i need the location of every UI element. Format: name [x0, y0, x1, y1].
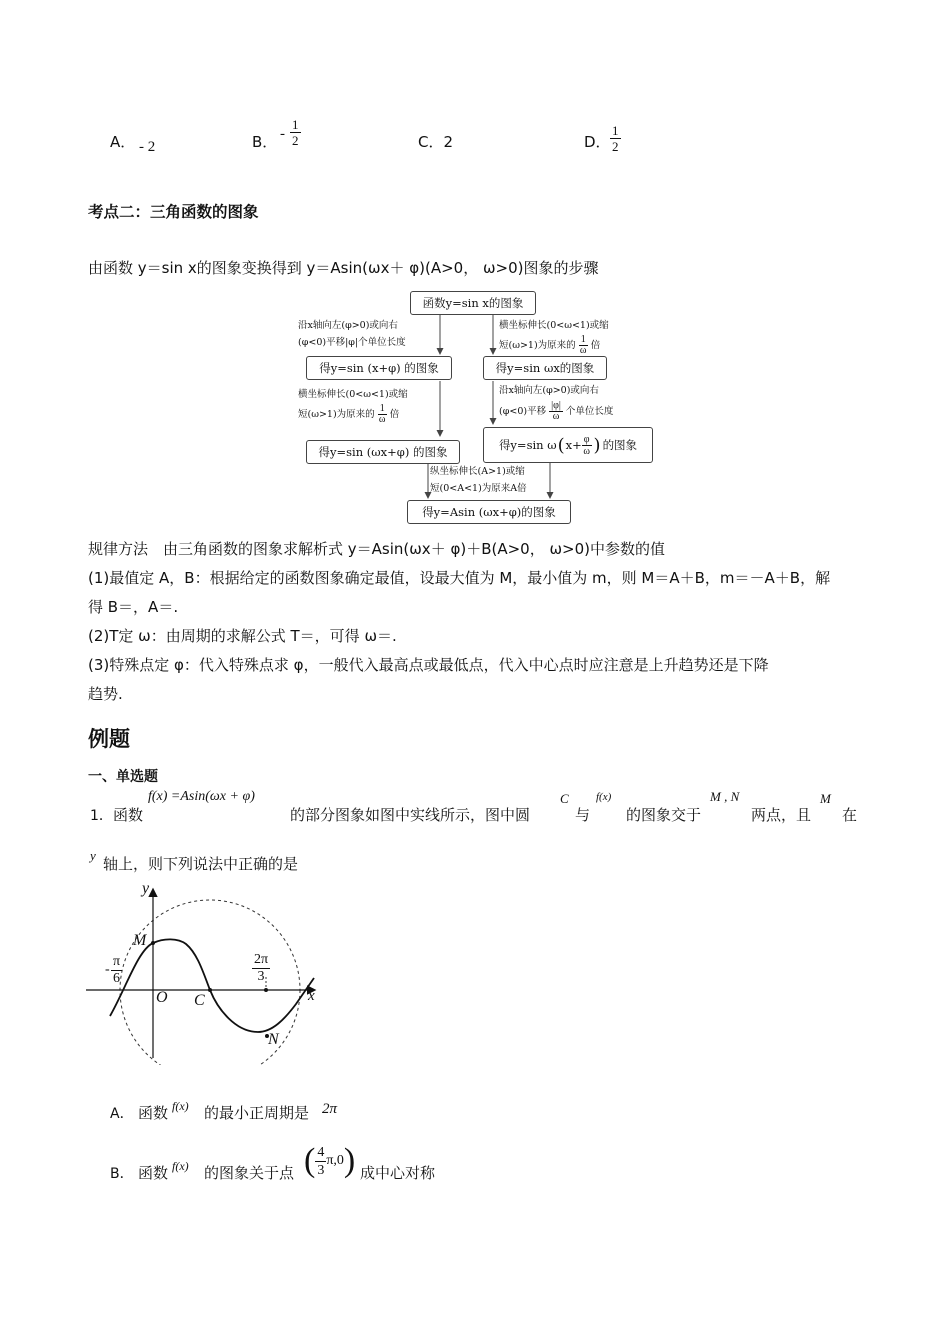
method-line1: 规律方法 由三角函数的图象求解析式 y＝Asin(ωx＋ φ)＋B(A>0， ω>0)中参数的值	[88, 540, 666, 558]
flow-left-note1: 沿x轴向左(φ>0)或向右	[298, 320, 398, 331]
option-b-num: 1	[292, 117, 299, 132]
flow-right-note1: 横坐标伸长(0<ω<1)或缩	[499, 320, 609, 331]
flow-right-note4-den: ω	[552, 411, 560, 422]
method-line2: (1)最值定 A，B：根据给定的函数图象确定最值，设最大值为 M，最小值为 m，则 M＝A＋B，m＝－A＋B，解	[88, 569, 831, 587]
flow-left-note4-end: 倍	[389, 409, 400, 420]
flow-left-box2: 得y=sin (ωx+φ) 的图象	[306, 440, 460, 464]
choice-b-post: 成中心对称	[360, 1164, 436, 1182]
flow-right-box1: 得y=sin ωx的图象	[483, 356, 607, 380]
point-2pi3	[264, 988, 268, 992]
graph-two-pi-num: 2π	[254, 952, 269, 967]
examples-subtitle: 一、单选题	[88, 769, 158, 785]
choice-b-pre: 函数	[138, 1164, 169, 1182]
q1-text-f: 两点，且	[751, 806, 812, 824]
option-b-den: 2	[292, 133, 299, 148]
option-c-value: 2	[443, 133, 454, 151]
choice-b-den: 3	[317, 1162, 325, 1178]
choice-b-label: B．	[110, 1166, 134, 1182]
flow-right-box2-lparen: (	[557, 434, 565, 456]
q1-text-d: 与	[575, 806, 591, 824]
section2-title: 考点二：三角函数的图象	[88, 203, 259, 221]
flow-left-note3: 横坐标伸长(0<ω<1)或缩	[298, 389, 408, 400]
choice-b-rest: π,0	[326, 1153, 344, 1168]
flow-right-note2	[499, 335, 600, 356]
flow-right-note3: 沿x轴向左(φ>0)或向右	[499, 385, 599, 396]
flow-right-note2-text: 短(ω>1)为原来的	[499, 340, 576, 351]
option-c	[418, 131, 453, 152]
q1-mn: M , N	[710, 789, 740, 804]
choice-b-num: 4	[317, 1144, 325, 1160]
flow-left-note4-den: ω	[378, 414, 386, 425]
option-b-sign: -	[280, 126, 285, 142]
flowchart	[290, 285, 670, 530]
choice-b-mid: 的图象关于点	[204, 1164, 295, 1182]
flow-right-note4-num: |φ|	[551, 400, 561, 411]
choice-b-frac	[315, 1144, 326, 1179]
choice-b-fx: f(x)	[172, 1159, 189, 1173]
sine-curve	[110, 939, 314, 1032]
q1-text-b: 的部分图象如图中实线所示，图中圆	[290, 806, 531, 824]
choice-b-point	[304, 1138, 355, 1184]
choice-b-rparen: )	[343, 1142, 356, 1179]
choice-a-fx: f(x)	[172, 1099, 189, 1113]
q1-circle-c: C	[560, 791, 569, 806]
q1-text-e: 的图象交于	[626, 806, 702, 824]
flow-right-note2-den: ω	[579, 345, 587, 356]
option-b-label: B．	[252, 133, 278, 151]
flow-left-note4-text: 短(ω>1)为原来的	[298, 409, 375, 420]
flow-right-note4-frac	[549, 401, 563, 422]
option-b	[252, 131, 277, 152]
section2-intro: 由函数 y＝sin x的图象变换得到 y＝Asin(ωx＋ φ)(A>0， ω>0)图象的步骤	[88, 259, 599, 277]
graph-n-label: N	[268, 1031, 279, 1048]
q1-text-h: 轴上，则下列说法中正确的是	[103, 855, 299, 873]
option-d	[584, 131, 611, 152]
graph-x-label: x	[308, 988, 315, 1004]
option-d-fraction	[610, 123, 621, 154]
choice-b-lparen: (	[304, 1142, 316, 1179]
flow-left-note4	[298, 404, 399, 425]
graph-neg-sign: -	[105, 962, 110, 977]
flow-left-note2: (φ<0)平移|φ|个单位长度	[298, 337, 406, 348]
option-d-num: 1	[612, 123, 619, 138]
flow-right-note4-end: 个单位长度	[565, 406, 614, 417]
graph-two-pi-den: 3	[257, 969, 265, 984]
q1-formula: f(x) =Asin(ωx + φ)	[148, 789, 255, 804]
flow-right-box2-num: φ	[583, 433, 590, 445]
q1-m: M	[820, 791, 831, 806]
graph-y-label: y	[142, 880, 150, 897]
flow-bottom-note1: 纵坐标伸长(A>1)或缩	[430, 466, 525, 477]
option-a	[110, 131, 135, 152]
choice-a-label: A．	[110, 1106, 134, 1122]
point-c	[208, 988, 212, 992]
method-line6: 趋势.	[88, 685, 123, 703]
flow-right-note4-text: (φ<0)平移	[499, 406, 547, 417]
q1-fx: f(x)	[596, 791, 612, 803]
choice-a-post: 的最小正周期是	[204, 1104, 310, 1122]
method-line3: 得 B＝，A＝.	[88, 598, 179, 616]
flow-right-box2-x: x+	[565, 438, 582, 452]
method-line4: (2)T定 ω：由周期的求解公式 T＝，可得 ω＝.	[88, 627, 397, 645]
flow-right-note4	[499, 401, 613, 422]
option-c-label: C．	[418, 133, 444, 151]
graph-m-label: M	[133, 932, 147, 949]
graph-two-pi-frac	[252, 952, 270, 985]
q1-y: y	[90, 848, 96, 863]
option-a-label: A．	[110, 133, 136, 151]
flow-right-note2-end: 倍	[590, 340, 601, 351]
graph-neg-pi-frac	[111, 954, 122, 987]
flow-left-note4-num: 1	[379, 403, 385, 414]
q1-text-g: 在	[842, 806, 858, 824]
flow-left-note4-frac	[378, 404, 387, 425]
function-graph	[86, 880, 326, 1065]
flow-right-box2-den: ω	[583, 445, 590, 457]
point-m	[151, 941, 155, 945]
option-b-fraction	[290, 117, 301, 148]
examples-title: 例题	[88, 727, 130, 751]
graph-neg-pi-den: 6	[113, 971, 121, 986]
q1-text-a: 函数	[113, 806, 144, 824]
graph-o-label: O	[156, 989, 168, 1006]
option-d-label: D．	[584, 133, 611, 151]
flow-right-box2-post: 的图象	[602, 438, 638, 452]
option-a-value: - 2	[139, 139, 156, 155]
graph-c-label: C	[194, 992, 205, 1009]
flow-right-box2-pre: 得y=sin ω	[498, 438, 557, 452]
flow-right-box2	[483, 427, 653, 463]
method-line5: (3)特殊点定 φ：代入特殊点求 φ，一般代入最高点或最低点，代入中心点时应注意是上升趋势还是下降	[88, 656, 769, 674]
flow-top-box: 函数y=sin x的图象	[410, 291, 536, 315]
flow-bottom-note2: 短(0<A<1)为原来A倍	[430, 483, 527, 494]
flow-right-box2-frac	[582, 434, 592, 457]
q1-number: 1．	[90, 808, 113, 824]
flow-left-box1: 得y=sin (x+φ) 的图象	[306, 356, 452, 380]
choice-a-value: 2π	[322, 1101, 338, 1117]
flow-right-box2-rparen: )	[593, 434, 601, 456]
choice-a-pre: 函数	[138, 1104, 169, 1122]
flow-right-note2-frac	[579, 335, 588, 356]
option-d-den: 2	[612, 139, 619, 154]
graph-neg-pi-num: π	[113, 954, 121, 969]
flow-right-note2-num: 1	[580, 334, 586, 345]
flow-bottom-box: 得y=Asin (ωx+φ)的图象	[407, 500, 571, 524]
